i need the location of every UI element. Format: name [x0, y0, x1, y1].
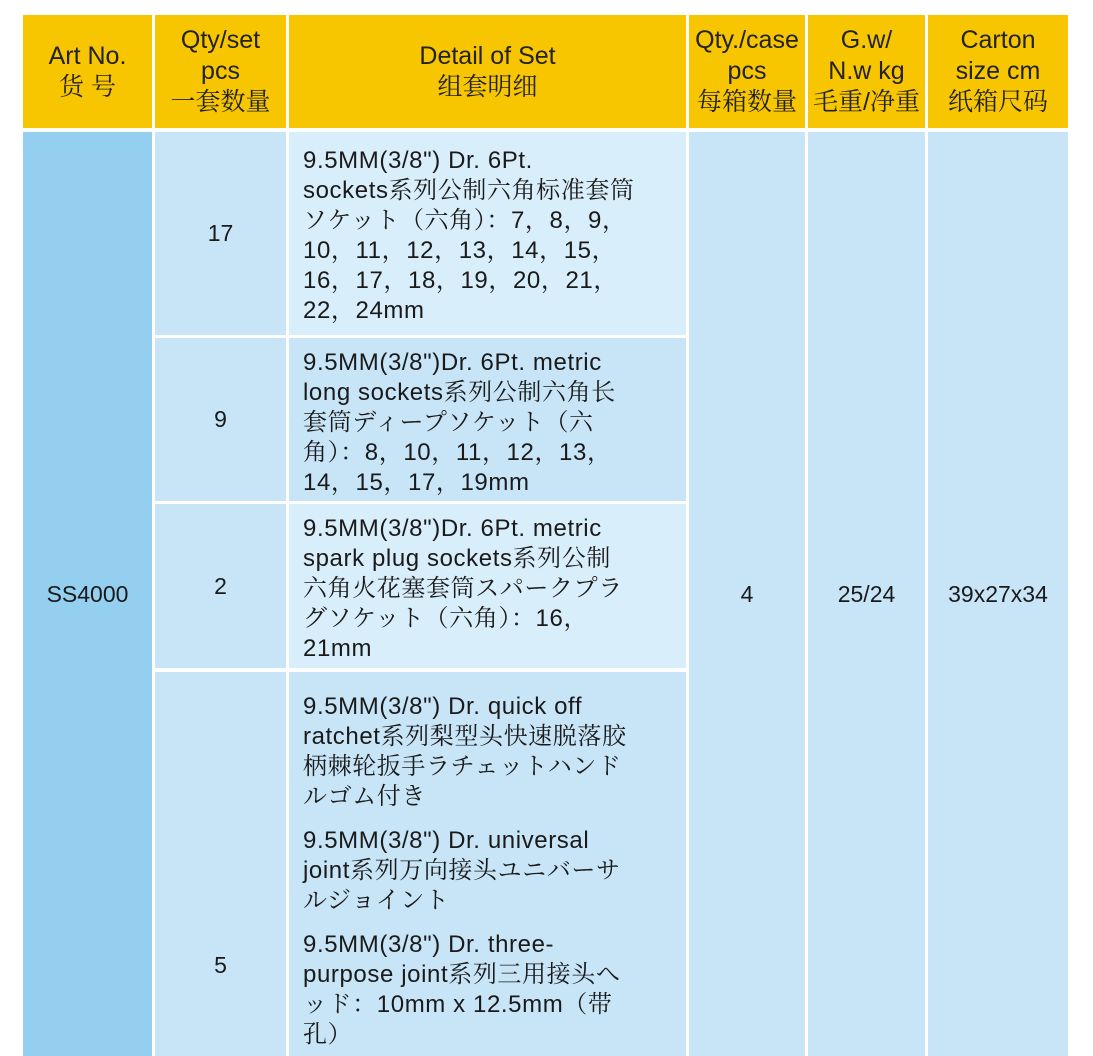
header-art-no-zh: 货 号	[59, 72, 116, 101]
carton-value: 39x27x34	[948, 580, 1048, 607]
detail-text: 9.5MM(3/8") Dr. universal joint系列万向接头ユニバーサ ルジョイント	[303, 827, 621, 914]
qty-case-cell	[689, 132, 805, 1056]
header-qty-case-en1: Qty./case	[695, 26, 799, 54]
header-weight	[808, 15, 925, 128]
header-weight-zh: 毛重/净重	[813, 88, 920, 116]
detail-text: 9.5MM(3/8")Dr. 6Pt. metric long sockets系列公制六角长 套筒ディープソケット（六 角）：8，10，11，12，13， 14，15，17，19mm	[303, 349, 616, 496]
qty-set-cell	[155, 132, 286, 335]
weight-cell	[808, 132, 925, 1056]
header-qty-set	[155, 15, 286, 128]
header-qty-case	[689, 15, 805, 128]
header-detail-en: Detail of Set	[419, 41, 556, 70]
qty-set-value: 17	[207, 220, 234, 246]
header-detail-zh: 组套明细	[437, 72, 538, 101]
art-no-cell	[23, 132, 152, 1056]
header-carton-zh: 纸箱尺码	[947, 88, 1048, 116]
header-qty-case-zh: 每箱数量	[696, 88, 797, 116]
header-carton-en2: size cm	[955, 57, 1041, 85]
qty-case-value: 4	[740, 580, 754, 607]
qty-set-cell	[155, 672, 286, 1056]
header-carton	[928, 15, 1068, 128]
header-weight-en2: N.w kg	[828, 57, 905, 85]
qty-set-cell	[155, 338, 286, 501]
carton-cell	[928, 132, 1068, 1056]
header-qty-set-en1: Qty/set	[180, 26, 261, 54]
qty-set-cell	[155, 504, 286, 668]
header-weight-en1: G.w/	[840, 26, 893, 54]
detail-text: 9.5MM(3/8") Dr. quick off ratchet系列梨型头快速脱落胶 柄棘轮扳手ラチェットハンド ルゴム付き	[303, 693, 627, 810]
header-qty-case-en2: pcs	[727, 57, 767, 85]
qty-set-value: 2	[214, 572, 227, 599]
detail-text: 9.5MM(3/8") Dr. 6Pt. sockets系列公制六角标准套筒 ソケット（六角）：7，8，9， 10，11，12，13，14，15， 16，17，18，19，20，21， 22，24mm	[303, 147, 635, 324]
qty-set-value: 5	[214, 952, 227, 978]
qty-set-value: 9	[214, 406, 227, 432]
header-art-no	[23, 15, 152, 128]
detail-cell	[289, 338, 686, 501]
header-art-no-en: Art No.	[48, 41, 127, 70]
header-detail	[289, 15, 686, 128]
header-qty-set-zh: 一套数量	[170, 88, 271, 116]
art-no-value: SS4000	[46, 580, 129, 607]
detail-cell	[289, 672, 686, 1056]
detail-cell	[289, 504, 686, 668]
header-qty-set-en2: pcs	[201, 57, 240, 85]
detail-cell	[289, 132, 686, 335]
header-carton-en1: Carton	[960, 26, 1036, 54]
detail-text: 9.5MM(3/8")Dr. 6Pt. metric spark plug sockets系列公制 六角火花塞套筒スパークプラ グソケット（六角）：16， 21mm	[303, 515, 623, 662]
weight-value: 25/24	[837, 580, 896, 607]
detail-text: 9.5MM(3/8") Dr. three- purpose joint系列三用接头へ ッド：10mm x 12.5mm（带 孔）	[303, 931, 621, 1048]
